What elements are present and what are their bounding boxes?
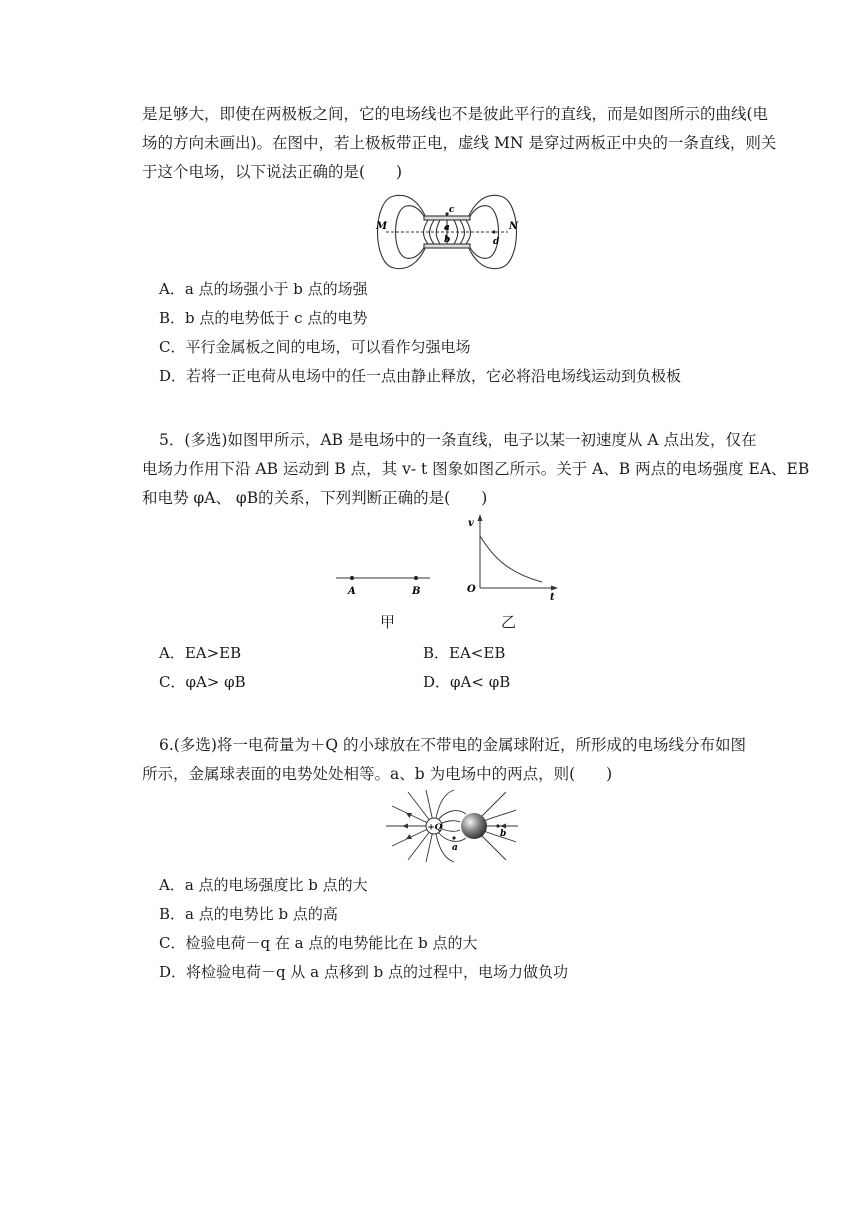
q5-stem-line2: 电场力作用下沿 AB 运动到 B 点，其 v- t 图象如图乙所示。关于 A、B 两点的电场强度 EA、EB [142,460,810,478]
q5-figure-yi-vt-graph [462,512,562,602]
q4-stem-line1: 是足够大，即使在两极板之间，它的电场线也不是彼此平行的直线，而是如图所示的曲线(电 [142,105,769,123]
q6-option-b: B．a 点的电势比 b 点的高 [159,905,338,923]
q4-label-M: M [376,221,388,232]
q5-vt-curve [480,536,542,582]
q4-option-b: B．b 点的电势低于 c 点的电势 [159,309,368,327]
q5-figure-jia [334,566,434,600]
q4-label-d: d [493,237,500,247]
q6-field-lines-figure [382,788,522,864]
q6-label-Q: +Q [427,822,443,833]
q6-stem-line1: 6.(多选)将一电荷量为＋Q 的小球放在不带电的金属球附近，所形成的电场线分布如图 [159,736,747,754]
q4-parallel-plates-figure [372,190,522,274]
q5-stem-line1: 5．(多选)如图甲所示，AB 是电场中的一条直线，电子以某一初速度从 A 点出发，仅在 [159,431,757,449]
q4-label-b: b [444,235,451,245]
q5-caption-yi: 乙 [501,613,517,631]
q4-stem-line2: 场的方向未画出)。在图中，若上极板带正电，虚线 MN 是穿过两板正中央的一条直线，则关 [142,134,777,152]
q4-label-a: a [444,223,450,233]
q6-metal-ball [461,813,487,839]
q5-label-v: v [468,518,474,529]
q5-caption-jia: 甲 [380,613,396,631]
q6-option-a: A．a 点的电场强度比 b 点的大 [159,876,368,894]
q5-option-b: B．EA<EB [423,644,506,662]
q6-option-c: C．检验电荷－q 在 a 点的电势能比在 b 点的大 [159,934,478,952]
q5-label-t: t [550,592,555,602]
q4-label-c: c [449,205,455,215]
q5-label-A: A [348,586,356,597]
q5-label-O: O [467,584,476,595]
q6-label-b: b [500,829,507,839]
q6-stem-line2: 所示，金属球表面的电势处处相等。a、b 为电场中的两点，则( ) [142,765,613,783]
q4-option-c: C．平行金属板之间的电场，可以看作匀强电场 [159,338,471,356]
q4-option-d: D．若将一正电荷从电场中的任一点由静止释放，它必将沿电场线运动到负极板 [159,367,682,385]
q4-option-a: A．a 点的场强小于 b 点的场强 [159,280,368,298]
q5-option-d: D．φA< φB [423,673,511,691]
q5-stem-line3: 和电势 φA、 φB的关系，下列判断正确的是( ) [142,489,488,507]
q5-option-a: A．EA>EB [159,644,242,662]
q4-label-N: N [509,221,519,232]
q6-label-a: a [452,843,458,853]
q5-option-c: C．φA> φB [159,673,246,691]
q4-stem-line3: 于这个电场，以下说法正确的是( ) [142,163,403,181]
q5-label-B: B [412,586,421,597]
q6-option-d: D．将检验电荷－q 从 a 点移到 b 点的过程中，电场力做负功 [159,963,569,981]
